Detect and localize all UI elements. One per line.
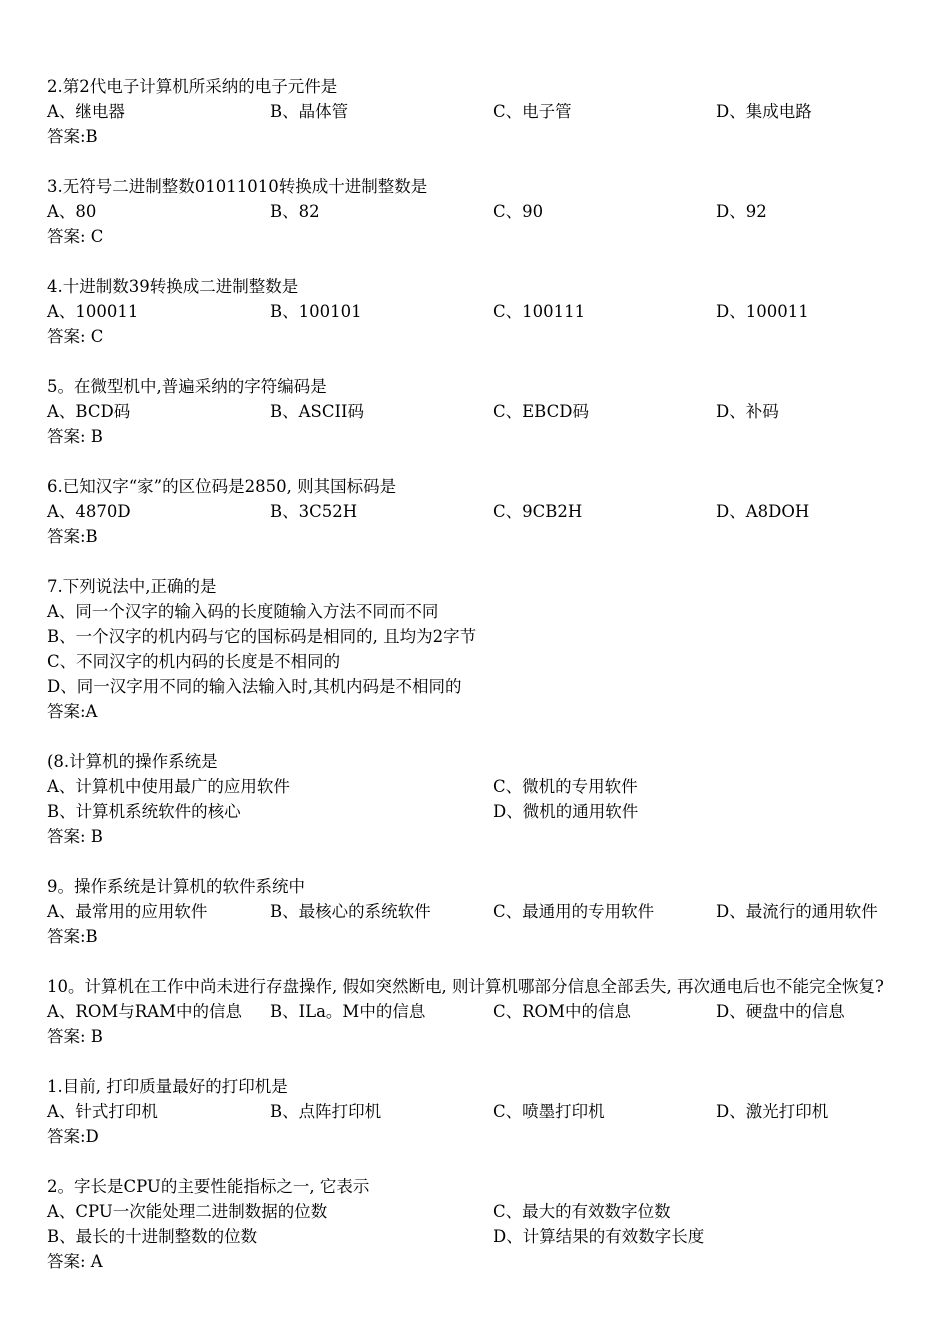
options-row	[47, 1099, 917, 1124]
option-a: A、4870D	[47, 502, 131, 521]
options-row	[47, 1224, 917, 1249]
answer-line: 答案: B	[47, 1027, 103, 1046]
answer-line: 答案:D	[47, 1127, 99, 1146]
option-c: C、最通用的专用软件	[493, 902, 655, 921]
option-b: B、ASCII码	[270, 402, 365, 421]
question-block	[47, 1174, 917, 1274]
option-d: D、A8DOH	[716, 502, 810, 521]
option-c: C、100111	[493, 302, 586, 321]
option-b: B、3C52H	[270, 502, 358, 521]
options-row	[47, 1199, 917, 1224]
question-block	[47, 874, 917, 949]
question-stem: (8.计算机的操作系统是	[47, 752, 218, 771]
question-stem: 4.十进制数39转换成二进制整数是	[47, 277, 299, 296]
question-stem: 6.已知汉字“家”的区位码是2850, 则其国标码是	[47, 477, 397, 496]
option-d: D、最流行的通用软件	[716, 902, 878, 921]
question-block	[47, 374, 917, 449]
question-block	[47, 174, 917, 249]
option-d: D、硬盘中的信息	[716, 1002, 845, 1021]
question-stem: 5。在微型机中,普遍采纳的字符编码是	[47, 377, 327, 396]
option-c: C、90	[493, 202, 544, 221]
option-d: D、同一汉字用不同的输入法输入时,其机内码是不相同的	[47, 677, 462, 696]
question-stem: 3.无符号二进制整数01011010转换成十进制整数是	[47, 177, 428, 196]
answer-line: 答案:A	[47, 702, 98, 721]
question-stem: 2。字长是CPU的主要性能指标之一, 它表示	[47, 1177, 370, 1196]
answer-line: 答案:B	[47, 527, 98, 546]
question-stem: 2.第2代电子计算机所采纳的电子元件是	[47, 77, 338, 96]
answer-line: 答案: B	[47, 827, 103, 846]
option-c: C、最大的有效数字位数	[493, 1202, 671, 1221]
question-stem: 1.目前, 打印质量最好的打印机是	[47, 1077, 288, 1096]
option-a: A、最常用的应用软件	[47, 902, 208, 921]
option-d: D、微机的通用软件	[493, 802, 639, 821]
question-block	[47, 574, 917, 724]
option-b: B、一个汉字的机内码与它的国标码是相同的, 且均为2字节	[47, 627, 477, 646]
options-row	[47, 299, 917, 324]
option-b: B、晶体管	[270, 102, 349, 121]
option-b: B、点阵打印机	[270, 1102, 382, 1121]
answer-line: 答案: A	[47, 1252, 103, 1271]
option-c: C、电子管	[493, 102, 572, 121]
option-d: D、100011	[716, 302, 809, 321]
answer-line: 答案: C	[47, 327, 104, 346]
question-block	[47, 1074, 917, 1149]
question-stem: 10。计算机在工作中尚未进行存盘操作, 假如突然断电, 则计算机哪部分信息全部丢失, 再次通电后也不能完全恢复?	[47, 977, 884, 996]
options-row	[47, 499, 917, 524]
answer-line: 答案:B	[47, 927, 98, 946]
question-block	[47, 274, 917, 349]
question-block	[47, 974, 917, 1049]
answer-line: 答案:B	[47, 127, 98, 146]
option-c: C、微机的专用软件	[493, 777, 638, 796]
option-a: A、CPU一次能处理二进制数据的位数	[47, 1202, 328, 1221]
options-row	[47, 899, 917, 924]
option-d: D、92	[716, 202, 767, 221]
option-a: A、同一个汉字的输入码的长度随输入方法不同而不同	[47, 602, 439, 621]
option-d: D、计算结果的有效数字长度	[493, 1227, 705, 1246]
question-block	[47, 474, 917, 549]
question-stem: 9。操作系统是计算机的软件系统中	[47, 877, 305, 896]
option-b: B、82	[270, 202, 320, 221]
option-b: B、100101	[270, 302, 362, 321]
options-row	[47, 999, 917, 1024]
answer-line: 答案: B	[47, 427, 103, 446]
option-b: B、计算机系统软件的核心	[47, 802, 241, 821]
options-row	[47, 199, 917, 224]
option-a: A、80	[47, 202, 97, 221]
option-b: B、ILa。M中的信息	[270, 1002, 426, 1021]
answer-line: 答案: C	[47, 227, 104, 246]
options-row	[47, 774, 917, 799]
options-row	[47, 799, 917, 824]
option-a: A、ROM与RAM中的信息	[47, 1002, 242, 1021]
question-block	[47, 749, 917, 849]
option-c: C、喷墨打印机	[493, 1102, 605, 1121]
option-a: A、继电器	[47, 102, 125, 121]
option-a: A、计算机中使用最广的应用软件	[47, 777, 290, 796]
option-b: B、最长的十进制整数的位数	[47, 1227, 258, 1246]
option-d: D、补码	[716, 402, 779, 421]
option-a: A、BCD码	[47, 402, 131, 421]
option-d: D、集成电路	[716, 102, 812, 121]
option-a: A、100011	[47, 302, 139, 321]
option-c: C、不同汉字的机内码的长度是不相同的	[47, 652, 341, 671]
options-row	[47, 99, 917, 124]
option-d: D、激光打印机	[716, 1102, 829, 1121]
question-stem: 7.下列说法中,正确的是	[47, 577, 217, 596]
option-c: C、9CB2H	[493, 502, 583, 521]
option-a: A、针式打印机	[47, 1102, 158, 1121]
document-body	[47, 74, 917, 1299]
option-c: C、ROM中的信息	[493, 1002, 631, 1021]
option-c: C、EBCD码	[493, 402, 589, 421]
question-block	[47, 74, 917, 149]
options-row	[47, 399, 917, 424]
option-b: B、最核心的系统软件	[270, 902, 431, 921]
